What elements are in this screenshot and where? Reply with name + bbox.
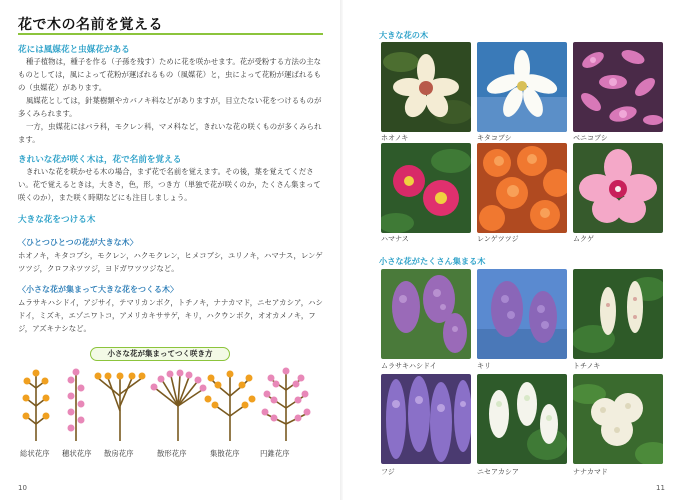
- list-single-big: ホオノキ，キタコブシ，モクレン，ハクモクレン，ヒメコブシ，ユリノキ，ハマナス，レンゲツツジ，クロフネツツジ，ヨドガワツツジなど。: [18, 251, 323, 274]
- umbel-diagram: [155, 375, 202, 441]
- subheading-single-big: 〈ひとつひとつの花が大きな木〉: [18, 238, 138, 247]
- photo-hamanasu: [381, 143, 471, 233]
- caption-kitakobushi: キタコブシ: [477, 134, 512, 142]
- title-underline: [18, 33, 323, 35]
- caption-tochinoki: トチノキ: [573, 362, 601, 370]
- paragraph-pollination-3: 一方，虫媒花にはバラ科，モクレン科，マメ科など，きれいな花の咲くものが多くみられます。: [18, 122, 322, 145]
- photo-mukuge: [573, 143, 663, 233]
- caption-nanakamado: ナナカマド: [573, 468, 608, 476]
- photo-kitakobushi: [477, 42, 567, 132]
- caption-murasakihashidoi: ムラサキハシドイ: [381, 362, 437, 370]
- corymb-diagram: [98, 378, 142, 441]
- section-heading-pretty-flowers: きれいな花が咲く木は，花で名前を覚える: [18, 155, 182, 165]
- caption-hoonoki: ホオノキ: [381, 134, 409, 142]
- section-heading-pollination: 花には風媒花と虫媒花がある: [18, 45, 130, 55]
- photo-niseakashia: [477, 374, 567, 464]
- paragraph-pretty-flowers: きれいな花を咲かせる木の場合，まず花で名前を覚えます。その後，葉を覚えてください。花で覚えるときは，大きさ，色，形，つき方（単独で花が咲くのか，たくさん集まって咲くのか），また咲く時期などにも注目しましょう。: [18, 167, 321, 203]
- caption-hamanasu: ハマナス: [381, 235, 409, 243]
- subheading-clustered: 〈小さな花が集まって大きな花をつくる木〉: [18, 285, 178, 294]
- page-number-left: 10: [18, 484, 27, 492]
- label-umbel: 散形花序: [157, 449, 187, 458]
- photo-kiri: [477, 269, 567, 359]
- spike-diagram: [68, 369, 85, 442]
- section-heading-big-flower-trees: 大きな花の木: [379, 30, 429, 40]
- photo-tochinoki: [573, 269, 663, 359]
- label-corymb: 散房花序: [104, 449, 134, 458]
- photo-nanakamado: [573, 374, 663, 464]
- page-title: 花で木の名前を覚える: [18, 17, 163, 33]
- caption-kiri: キリ: [477, 362, 491, 370]
- section-heading-clustered-trees: 小さな花がたくさん集まる木: [379, 256, 486, 266]
- caption-benikobushi: ベニコブシ: [573, 134, 608, 142]
- caption-rengetsutsuji: レンゲツツジ: [477, 235, 519, 243]
- photo-hoonoki: [381, 42, 471, 132]
- caption-niseakashia: ニセアカシア: [477, 468, 519, 476]
- caption-fuji: フジ: [381, 468, 395, 476]
- list-clustered: ムラサキハシドイ，アジサイ，テマリカンボク，トチノキ，ナナカマド，ニセアカシア，ハシドイ，ミズキ，エゾニワトコ，アメリカキササゲ，キリ，ハクウンボク，オオカメノキ，フジ，アズキナシなど。: [18, 298, 323, 334]
- page-number-right: 11: [656, 484, 665, 492]
- inflorescence-diagrams: [18, 366, 323, 461]
- paragraph-pollination-2: 風媒花としては，針葉樹類やカバノキ科などがありますが，目立たない花をつけるものが多くみられます。: [18, 96, 322, 119]
- label-cyme: 集散花序: [210, 449, 240, 458]
- photo-murasakihashidoi: [381, 269, 471, 359]
- label-spike: 穂状花序: [62, 449, 92, 458]
- caption-mukuge: ムクゲ: [573, 235, 594, 243]
- section-heading-big-flowers: 大きな花をつける木: [18, 215, 96, 225]
- photo-rengetsutsuji: [477, 143, 567, 233]
- label-panicle: 円錐花序: [260, 449, 290, 458]
- photo-benikobushi: [573, 42, 663, 132]
- paragraph-pollination-1: 種子植物は，種子を作る（子孫を残す）ために花を咲かせます。花が受粉する方法の主なものとしては，風によって花粉が運ばれるもの（風媒花）と，虫によって花粉が運ばれるもの（虫媒花）があります。: [18, 57, 322, 93]
- photo-fuji: [381, 374, 471, 464]
- raceme-diagram: [27, 374, 45, 441]
- label-raceme: 総状花序: [20, 449, 50, 458]
- panicle-diagram: [266, 372, 306, 441]
- diagram-title: 小さな花が集まってつく咲き方: [90, 347, 230, 361]
